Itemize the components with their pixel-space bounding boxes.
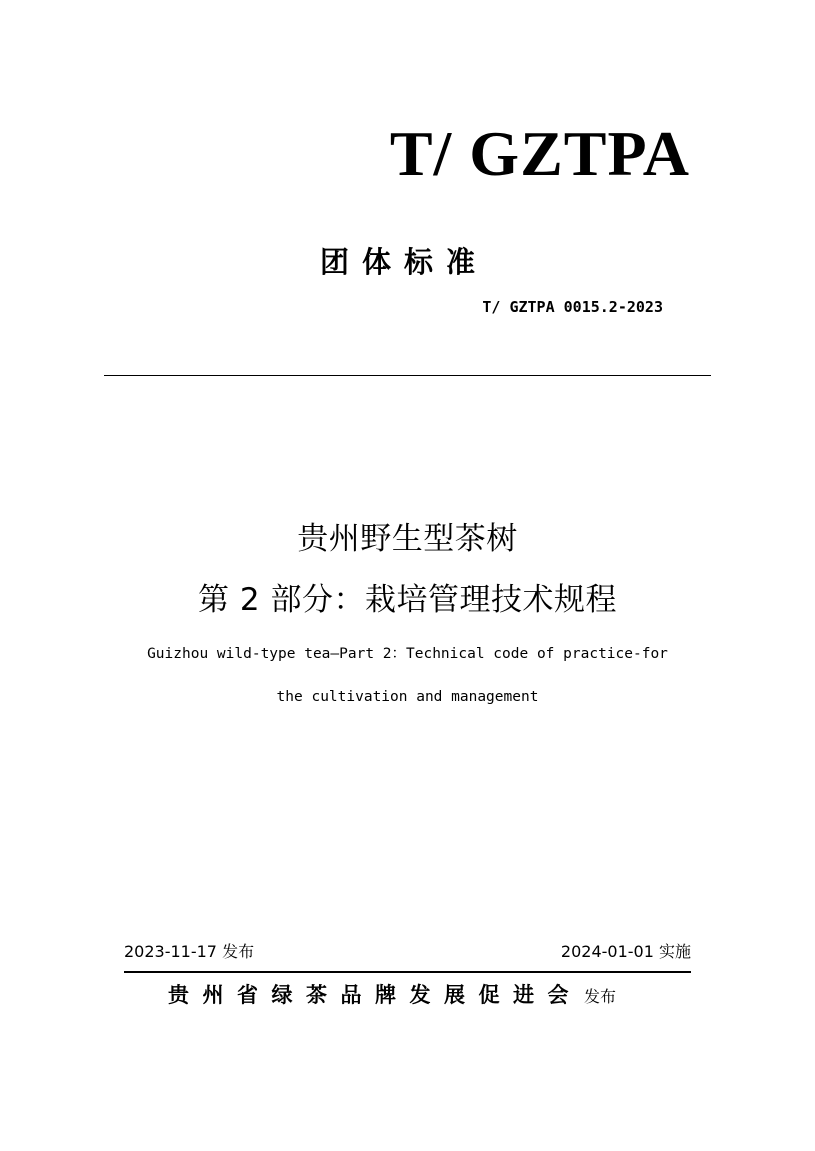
title-zh-part: 第 2 部分：栽培管理技术规程 [198,582,617,618]
publisher-name: 贵州省绿茶品牌发展促进会 [168,983,582,1007]
implement-date: 2024-01-01 实施 [560,942,691,961]
title-en-line-1: Guizhou wild-type tea—Part 2：Technical code of practice-for [147,646,668,662]
standard-number: T/ GZTPA 0015.2-2023 [482,298,663,316]
publisher-line [168,985,616,1006]
title-zh-main: 贵州野生型茶树 [297,521,518,557]
publish-date: 2023-11-17 发布 [124,942,255,961]
top-divider [104,375,711,376]
standard-type-label: 团体标准 [320,245,489,279]
standard-logo-code: T/ GZTPA [389,118,690,189]
publisher-suffix: 发布 [584,987,617,1006]
bottom-divider [124,971,691,973]
title-en-line-2: the cultivation and management [276,689,539,705]
